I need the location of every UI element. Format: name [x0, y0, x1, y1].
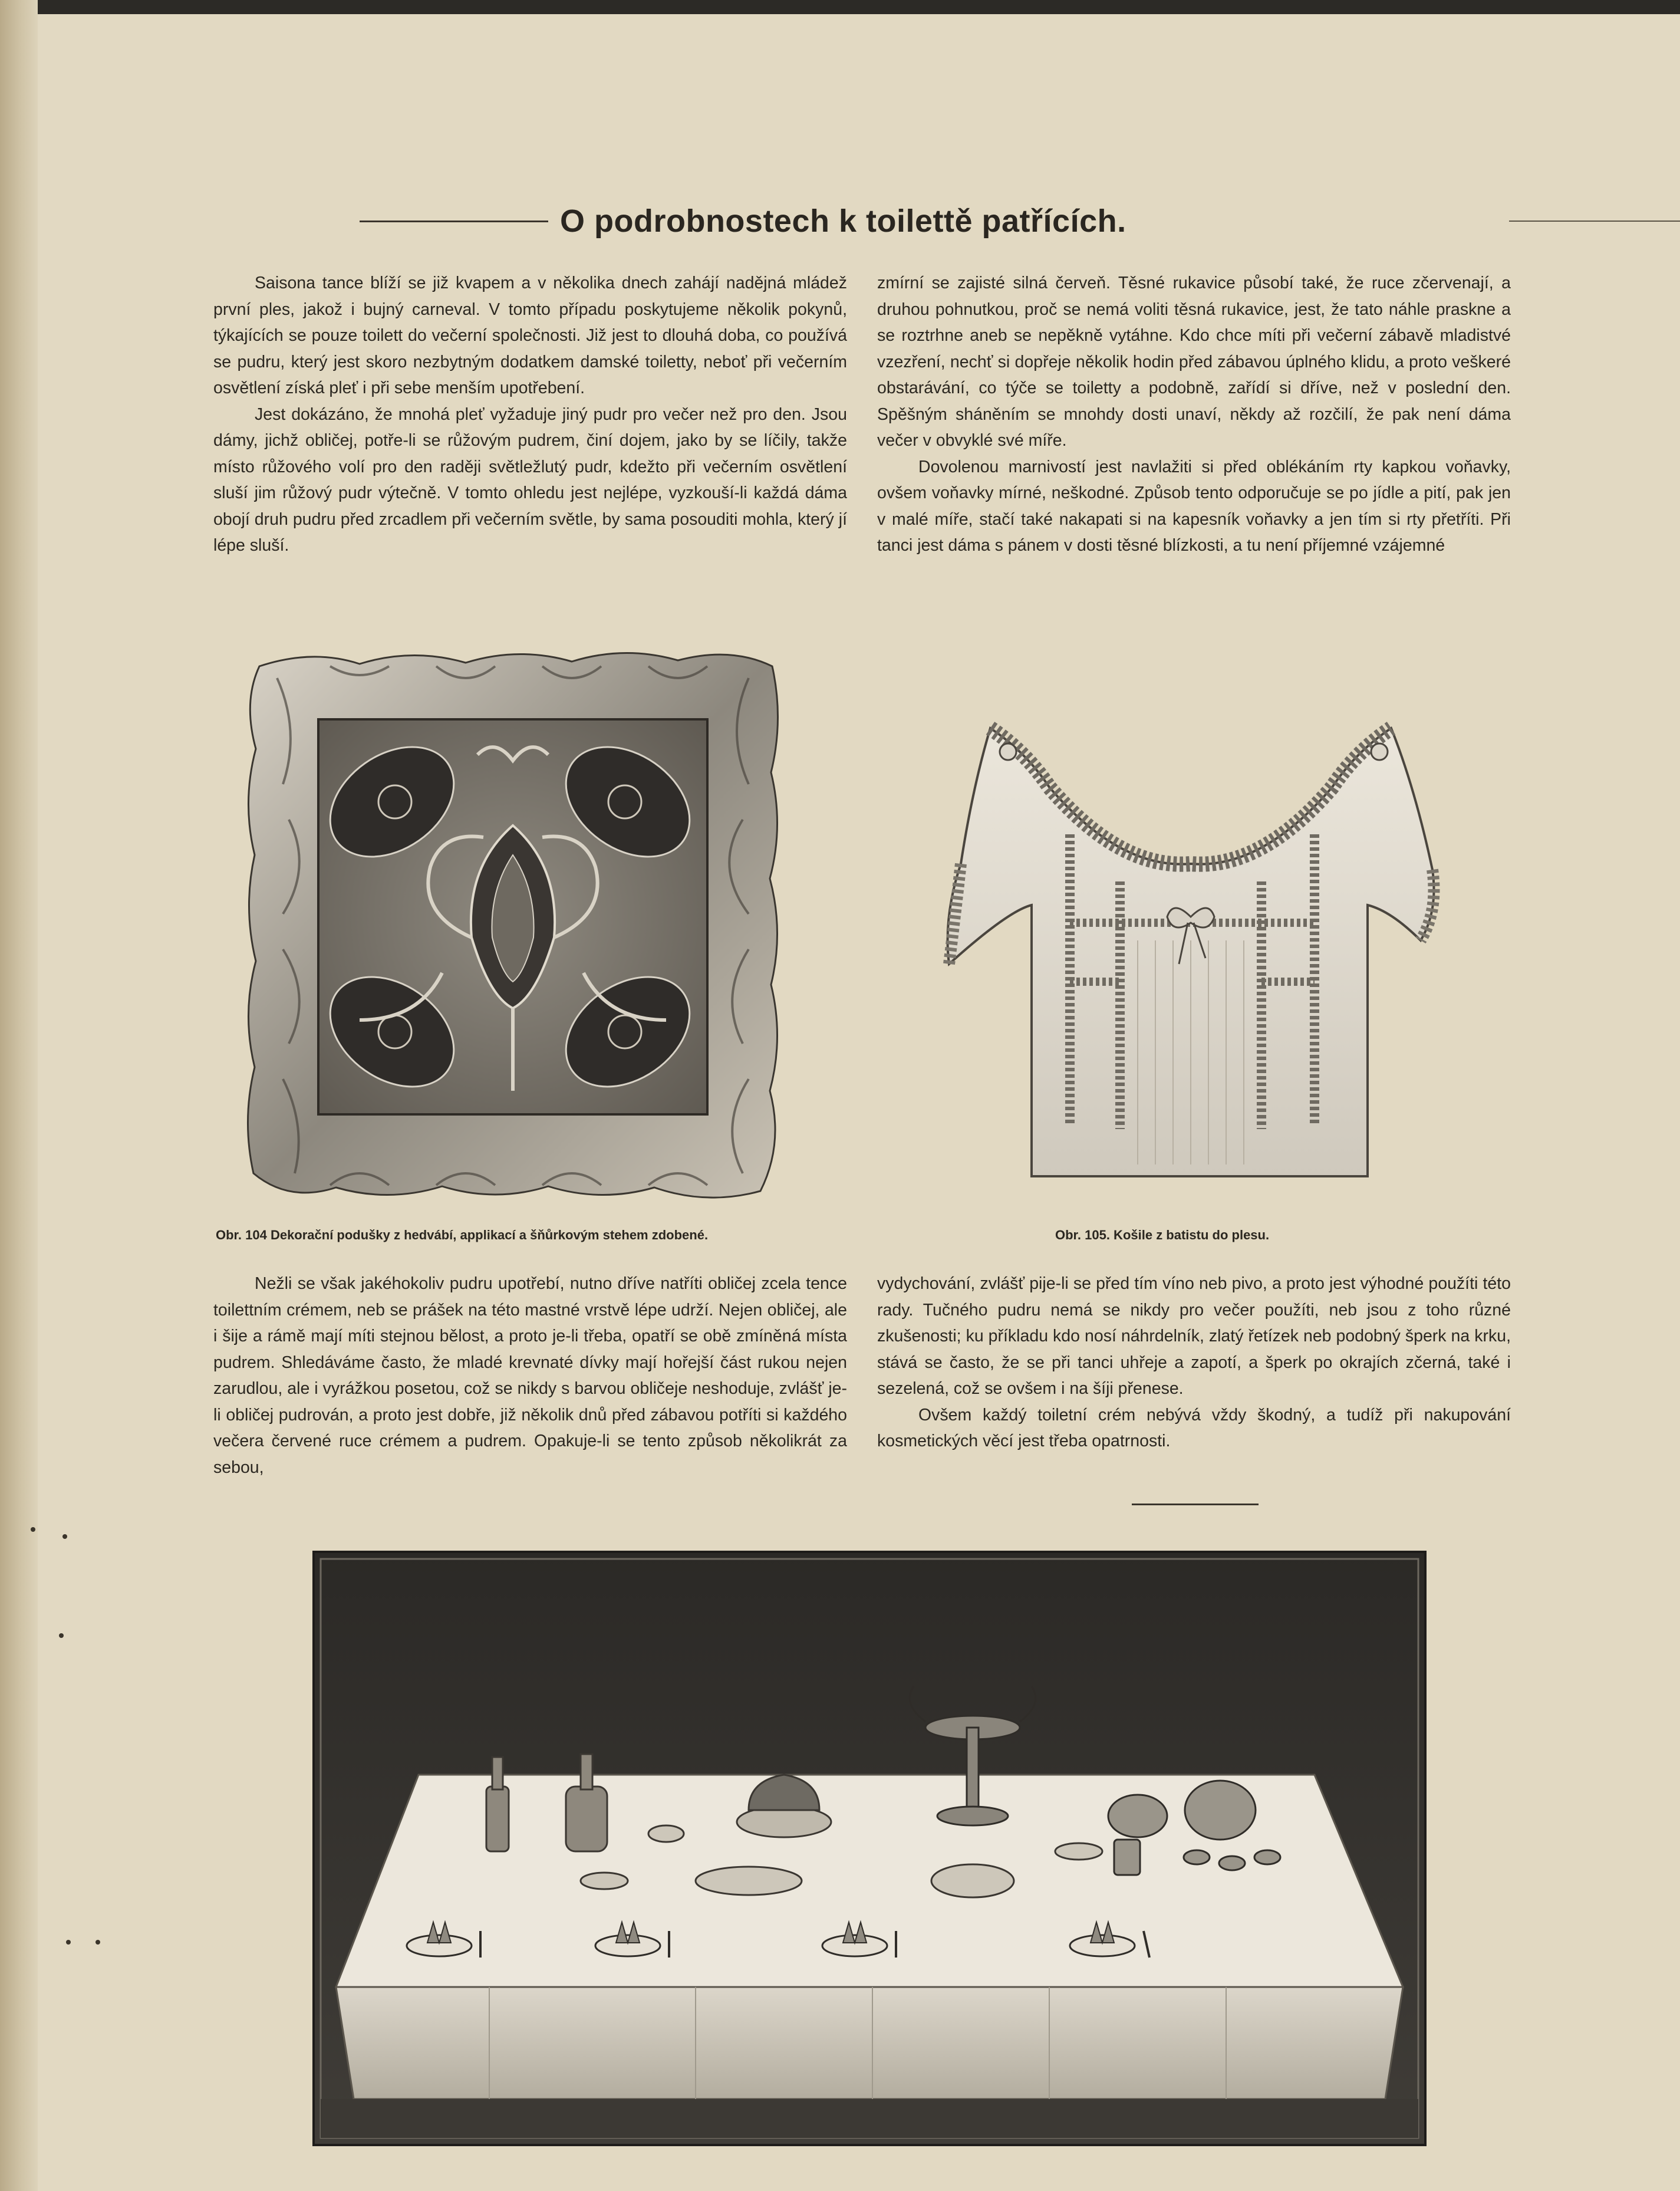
title-row	[360, 195, 1362, 248]
figure-caption-104: Obr. 104 Dekorační podušky z hedvábí, applikací a šňůrkovým stehem zdobené.	[216, 1228, 709, 1242]
text-column-top-left	[213, 270, 847, 559]
title-rule-left	[360, 221, 548, 222]
table-setting-photo	[312, 1551, 1427, 2146]
paragraph: Ovšem každý toiletní crém nebývá vždy škodný, a tudíž při nakupování kosmetických věcí jest třeba opatrnosti.	[877, 1405, 1511, 1450]
text-column-top-right	[877, 270, 1511, 559]
text-column-bottom-right	[877, 1271, 1511, 1455]
paragraph: zmírní se zajisté silná červeň. Těsné rukavice působí také, že ruce zčervenají, a druhou pohnutkou, proč se nemá voliti těsná rukavice, jest, že tato náhle praskne a se roztrhne aneb se nepěkně vytáhne. Kdo chce míti při večerní zábavě mladistvé vzezření, nechť si dopřeje několik hodin před zábavou úplného klidu, a proto veškeré obstarávání, co týče se toiletty a podobně, zařídí si dříve, než v poslední den. Spěšným sháněním se mnohdy dosti unaví, někdy až rozčilí, že pak není dáma večer v obvyklé své míře.	[877, 274, 1511, 450]
page-title: O podrobnostech k toilettě patřících.	[560, 203, 1126, 239]
paragraph: Nežli se však jakéhokoliv pudru upotřebí, nutno dříve natříti obličej zcela tence toilettním crémem, neb se prášek na této mastné vrstvě lépe udrží. Nejen obličej, ale i šije a rámě mají míti stejnou bělost, a proto je-li třeba, opatří se obě zmíněná místa pudrem. Shledáváme často, že mladé krevnaté dívky mají hořejší část rukou nejen zarudlou, ale i vyrážkou posetou, což se nikdy s barvou obličeje neshoduje, zvlášť je-li obličej pudrován, a proto jest dobře, již několik dnů před zábavou potříti si každého večera červené ruce crémem a pudrem. Opakuje-li se tento způsob několikrát za sebou,	[213, 1274, 847, 1477]
page-top-edge	[0, 0, 1680, 14]
figure-caption-105: Obr. 105. Košile z batistu do plesu.	[1055, 1228, 1270, 1242]
text-column-bottom-left	[213, 1271, 847, 1481]
article-end-rule	[1132, 1504, 1259, 1505]
paragraph: Jest dokázáno, že mnohá pleť vyžaduje jiný pudr pro večer než pro den. Jsou dámy, jichž obličej, potře-li se růžovým pudrem, činí dojem, jako by se líčily, takže místo růžového volí pro den raději světležlutý pudr, kdežto při večerním osvětlení sluší jim růžový pudr výtečně. V tomto ohledu jest nejlépe, vyzkouší-li každá dáma obojí druh pudru před zrcadlem při večerním světle, by sama posouditi mohla, který jí lépe sluší.	[213, 404, 847, 555]
pillow-illustration	[242, 643, 784, 1206]
title-rule-right	[1509, 221, 1680, 222]
binding-marks	[31, 1527, 78, 1952]
paragraph: vydychování, zvlášť pije-li se před tím víno neb pivo, a proto jest výhodné použíti této rady. Tučného pudru nemá se nikdy pro večer použíti, neb jsou z toho různé zkušenosti; ku příkladu kdo nosí náhrdelník, zlatý řetízek neb podobný šperk na krku, stává se často, že se při tanci uhřeje a zapotí, a šperk po okrajích zčerná, také i sezelená, což se ovšem i na šíji přenese.	[877, 1274, 1511, 1398]
blouse-illustration	[943, 716, 1444, 1182]
paragraph: Dovolenou marnivostí jest navlažiti si před oblékáním rty kapkou voňavky, ovšem voňavky mírné, neškodné. Způsob tento odporučuje se po jídle a pití, pak jen v malé míře, stačí také nakapati si na kapesník voňavky a jen tím si rty přetříti. Při tanci jest dáma s pánem v dosti těsné blízkosti, a tu není příjemné vzájemné	[877, 457, 1511, 555]
paragraph: Saisona tance blíží se již kvapem a v několika dnech zahájí nadějná mládež první ples, jakož i bujný carneval. V tomto případu poskytujeme několik pokynů, týkajících se pouze toilett do večerní společnosti. Již jest to dlouhá doba, co používá se pudru, který jest skoro nezbytným dodatkem damské toiletty, neboť při večerním osvětlení získá pleť i při sebe menším upotřebení.	[213, 274, 847, 397]
